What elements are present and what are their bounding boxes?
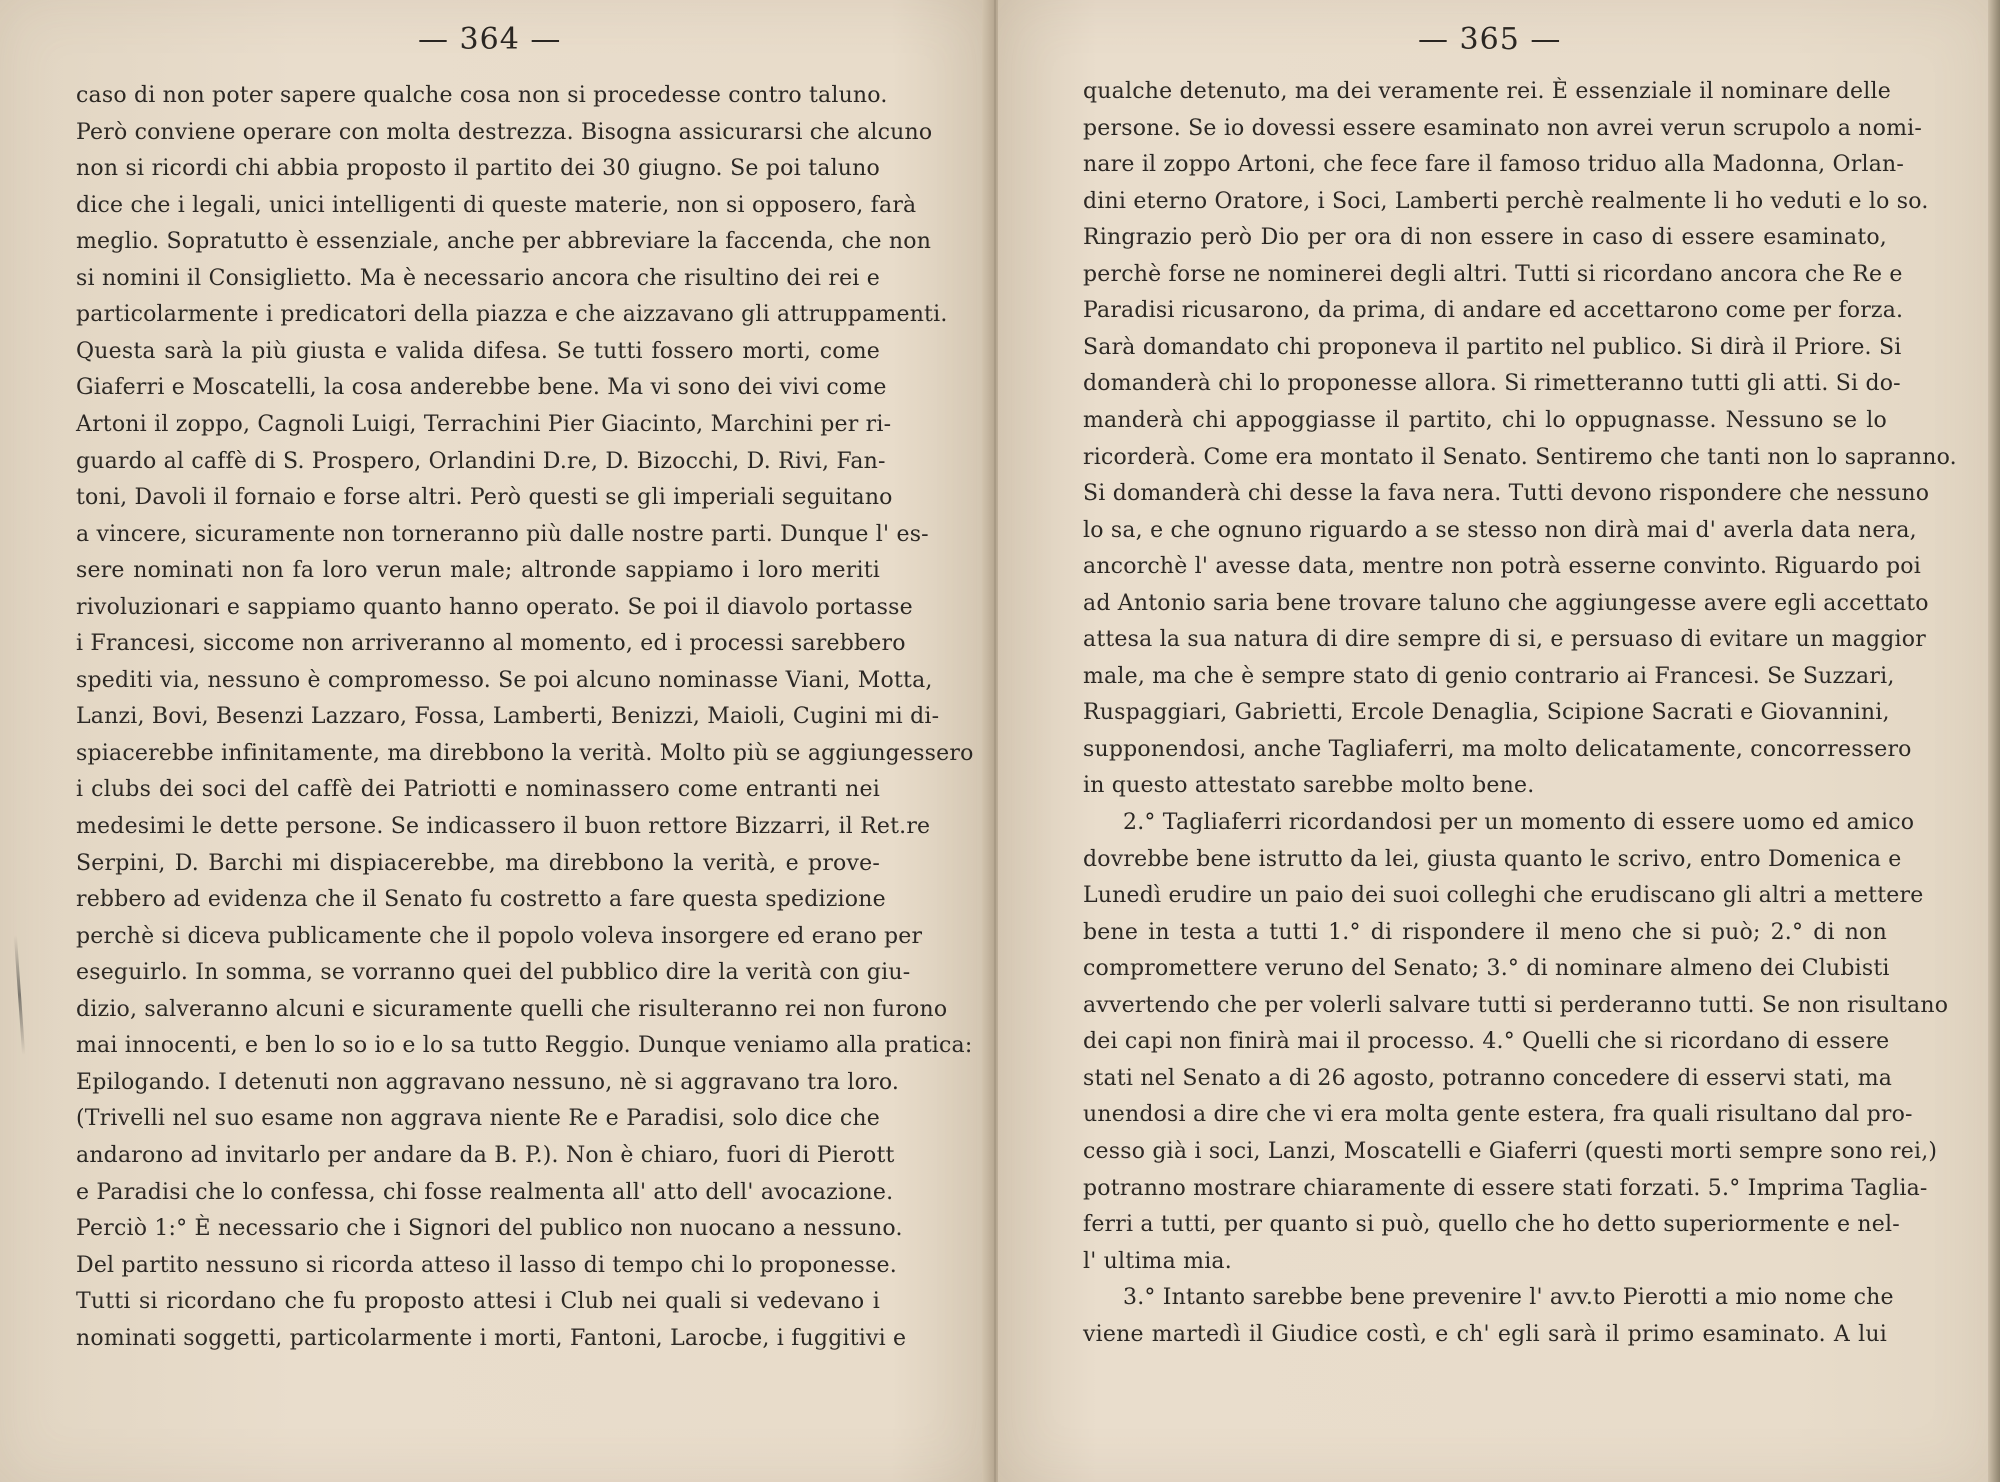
text-line: supponendosi, anche Tagliaferri, ma molto delicatamente, concorressero [1083,736,1912,762]
text-line: Lunedì erudire un paio dei suoi colleghi che erudiscano gli altri a mettere [1083,883,1924,909]
text-line: manderà chi appoggiasse il partito, chi lo oppugnasse. Nessuno se lo [1083,407,1887,433]
text-line: ricorderà. Come era montato il Senato. Sentiremo che tanti non lo sapranno. [1083,444,1957,470]
text-line: Del partito nessuno si ricorda atteso il lasso di tempo chi lo proponesse. [76,1252,897,1278]
text-line: si nomini il Consiglietto. Ma è necessario ancora che risultino dei rei e [76,265,880,291]
text-line: Si domanderà chi desse la fava nera. Tutti devono rispondere che nessuno [1083,481,1930,507]
text-line: Sarà domandato chi proponeva il partito nel publico. Si dirà il Priore. Si [1083,334,1902,360]
text-line: bene in testa a tutti 1.° di rispondere il meno che si può; 2.° di non [1083,919,1887,945]
text-line: andarono ad invitarlo per andare da B. P.). Non è chiaro, fuori di Pierott [76,1142,895,1168]
text-line: non si ricordi chi abbia proposto il partito dei 30 giugno. Se poi taluno [76,156,880,182]
text-line: Perciò 1:° È necessario che i Signori del publico non nuocano a nessuno. [76,1216,903,1242]
text-line: dizio, salveranno alcuni e sicuramente quelli che risulteranno rei non furono [76,996,948,1022]
text-line: mai innocenti, e ben lo so io e lo sa tutto Reggio. Dunque veniamo alla pratica: [76,1033,973,1059]
text-line: qualche detenuto, ma dei veramente rei. È essenziale il nominare delle [1083,79,1891,104]
text-line: spiacerebbe infinitamente, ma direbbono la verità. Molto più se aggiungessero [76,740,974,766]
text-line: particolarmente i predicatori della piazza e che aizzavano gli attruppamenti. [76,302,948,328]
text-line: spediti via, nessuno è compromesso. Se poi alcuno nominasse Viani, Motta, [76,667,933,693]
text-line: attesa la sua natura di dire sempre di si, e persuaso di evitare un maggior [1083,627,1926,653]
text-line: perchè forse ne nominerei degli altri. Tutti si ricordano ancora che Re e [1083,261,1903,287]
text-line: rebbero ad evidenza che il Senato fu costretto a fare questa spedizione [76,887,886,913]
page-number: — 364 — [418,22,562,57]
right-page [998,0,1988,1482]
text-line: stati nel Senato a di 26 agosto, potranno concedere di esservi stati, ma [1083,1065,1893,1091]
text-line: Epilogando. I detenuti non aggravano nessuno, nè si aggravano tra loro. [76,1069,900,1095]
left-page [0,0,990,1482]
text-line: nare il zoppo Artoni, che fece fare il famoso triduo alla Madonna, Orlan- [1083,152,1905,178]
text-line: ferri a tutti, per quanto si può, quello che ho detto superiormente e nel- [1083,1212,1900,1238]
text-line: Questa sarà la più giusta e valida difesa. Se tutti fossero morti, come [76,338,880,364]
text-line: caso di non poter sapere qualche cosa non si procedesse contro taluno. [76,83,888,108]
left-page-text [0,0,990,1482]
text-line: 2.° Tagliaferri ricordandosi per un momento di essere uomo ed amico [1123,810,1915,835]
text-line: Giaferri e Moscatelli, la cosa anderebbe bene. Ma vi sono dei vivi come [76,375,887,401]
text-line: 3.° Intanto sarebbe bene prevenire l' avv.to Pierotti a mio nome che [1123,1285,1894,1311]
text-line: Artoni il zoppo, Cagnoli Luigi, Terrachini Pier Giacinto, Marchini per ri- [76,411,892,437]
text-line: avvertendo che per volerli salvare tutti si perderanno tutti. Se non risultano [1083,992,1949,1018]
text-line: e Paradisi che lo confessa, chi fosse realmenta all' atto dell' avocazione. [76,1179,894,1205]
text-line: domanderà chi lo proponesse allora. Si rimetteranno tutti gli atti. Si do- [1083,371,1901,397]
text-line: dei capi non finirà mai il processo. 4.° Quelli che si ricordano di essere [1083,1029,1890,1055]
text-line: dini eterno Oratore, i Soci, Lamberti perchè realmente li ho veduti e lo so. [1083,188,1929,214]
text-line: perchè si diceva publicamente che il popolo voleva insorgere ed erano per [76,923,923,949]
text-line: compromettere veruno del Senato; 3.° di nominare almeno dei Clubisti [1083,956,1890,982]
text-line: eseguirlo. In somma, se vorranno quei del pubblico dire la verità con giu- [76,960,911,986]
text-line: cesso già i soci, Lanzi, Moscatelli e Giaferri (questi morti sempre sono rei,) [1083,1138,1938,1164]
text-line: i clubs dei soci del caffè dei Patriotti e nominassero come entranti nei [76,777,880,803]
text-line: ancorchè l' avesse data, mentre non potrà esserne convinto. Riguardo poi [1083,554,1921,580]
text-line: i Francesi, siccome non arriveranno al momento, ed i processi sarebbero [76,631,906,657]
text-line: dovrebbe bene istrutto da lei, giusta quanto le scrivo, entro Domenica e [1083,846,1902,872]
text-line: sere nominati non fa loro verun male; altronde sappiamo i loro meriti [76,558,880,584]
text-line: medesimi le dette persone. Se indicassero il buon rettore Bizzarri, il Ret.re [76,814,931,839]
text-line: meglio. Sopratutto è essenziale, anche per abbreviare la faccenda, che non [76,229,932,255]
page-number: — 365 — [1418,22,1562,57]
text-line: a vincere, sicuramente non torneranno più dalle nostre parti. Dunque l' es- [76,521,929,547]
text-line: unendosi a dire che vi era molta gente estera, fra quali risultano dal pro- [1083,1102,1913,1128]
text-line: toni, Davoli il fornaio e forse altri. Però questi se gli imperiali seguitano [76,485,893,511]
text-line: in questo attestato sarebbe molto bene. [1083,773,1535,799]
text-line: rivoluzionari e sappiamo quanto hanno operato. Se poi il diavolo portasse [76,594,913,620]
text-line: viene martedì il Giudice costì, e ch' egli sarà il primo esaminato. A lui [1083,1321,1887,1347]
text-line: Però conviene operare con molta destrezza. Bisogna assicurarsi che alcuno [76,119,933,145]
text-line: Tutti si ricordano che fu proposto attesi i Club nei quali si vedevano i [76,1289,880,1315]
text-line: Ringrazio però Dio per ora di non essere in caso di essere esaminato, [1083,225,1887,251]
text-line: lo sa, e che ognuno riguardo a se stesso non dirà mai d' averla data nera, [1083,517,1917,543]
text-line: ad Antonio saria bene trovare taluno che aggiungesse avere egli accettato [1083,590,1929,616]
text-line: guardo al caffè di S. Prospero, Orlandini D.re, D. Bizocchi, D. Rivi, Fan- [76,448,886,474]
text-line: Serpini, D. Barchi mi dispiacerebbe, ma direbbono la verità, e prove- [76,850,880,876]
text-line: (Trivelli nel suo esame non aggrava niente Re e Paradisi, solo dice che [76,1106,880,1132]
text-line: l' ultima mia. [1083,1248,1232,1274]
text-line: nominati soggetti, particolarmente i morti, Fantoni, Larocbe, i fuggitivi e [76,1325,907,1351]
text-line: potranno mostrare chiaramente di essere stati forzati. 5.° Imprima Taglia- [1083,1175,1928,1201]
text-line: Ruspaggiari, Gabrietti, Ercole Denaglia, Scipione Sacrati e Giovannini, [1083,700,1890,726]
text-line: dice che i legali, unici intelligenti di queste materie, non si opposero, farà [76,192,917,218]
page-edge [1988,0,2000,1482]
text-line: male, ma che è sempre stato di genio contrario ai Francesi. Se Suzzari, [1083,663,1895,689]
text-line: Paradisi ricusarono, da prima, di andare ed accettarono come per forza. [1083,298,1904,324]
right-page-text [998,0,1988,1482]
text-line: Lanzi, Bovi, Besenzi Lazzaro, Fossa, Lamberti, Benizzi, Maioli, Cugini mi di- [76,704,940,730]
text-line: persone. Se io dovessi essere esaminato non avrei verun scrupolo a nomi- [1083,115,1923,141]
